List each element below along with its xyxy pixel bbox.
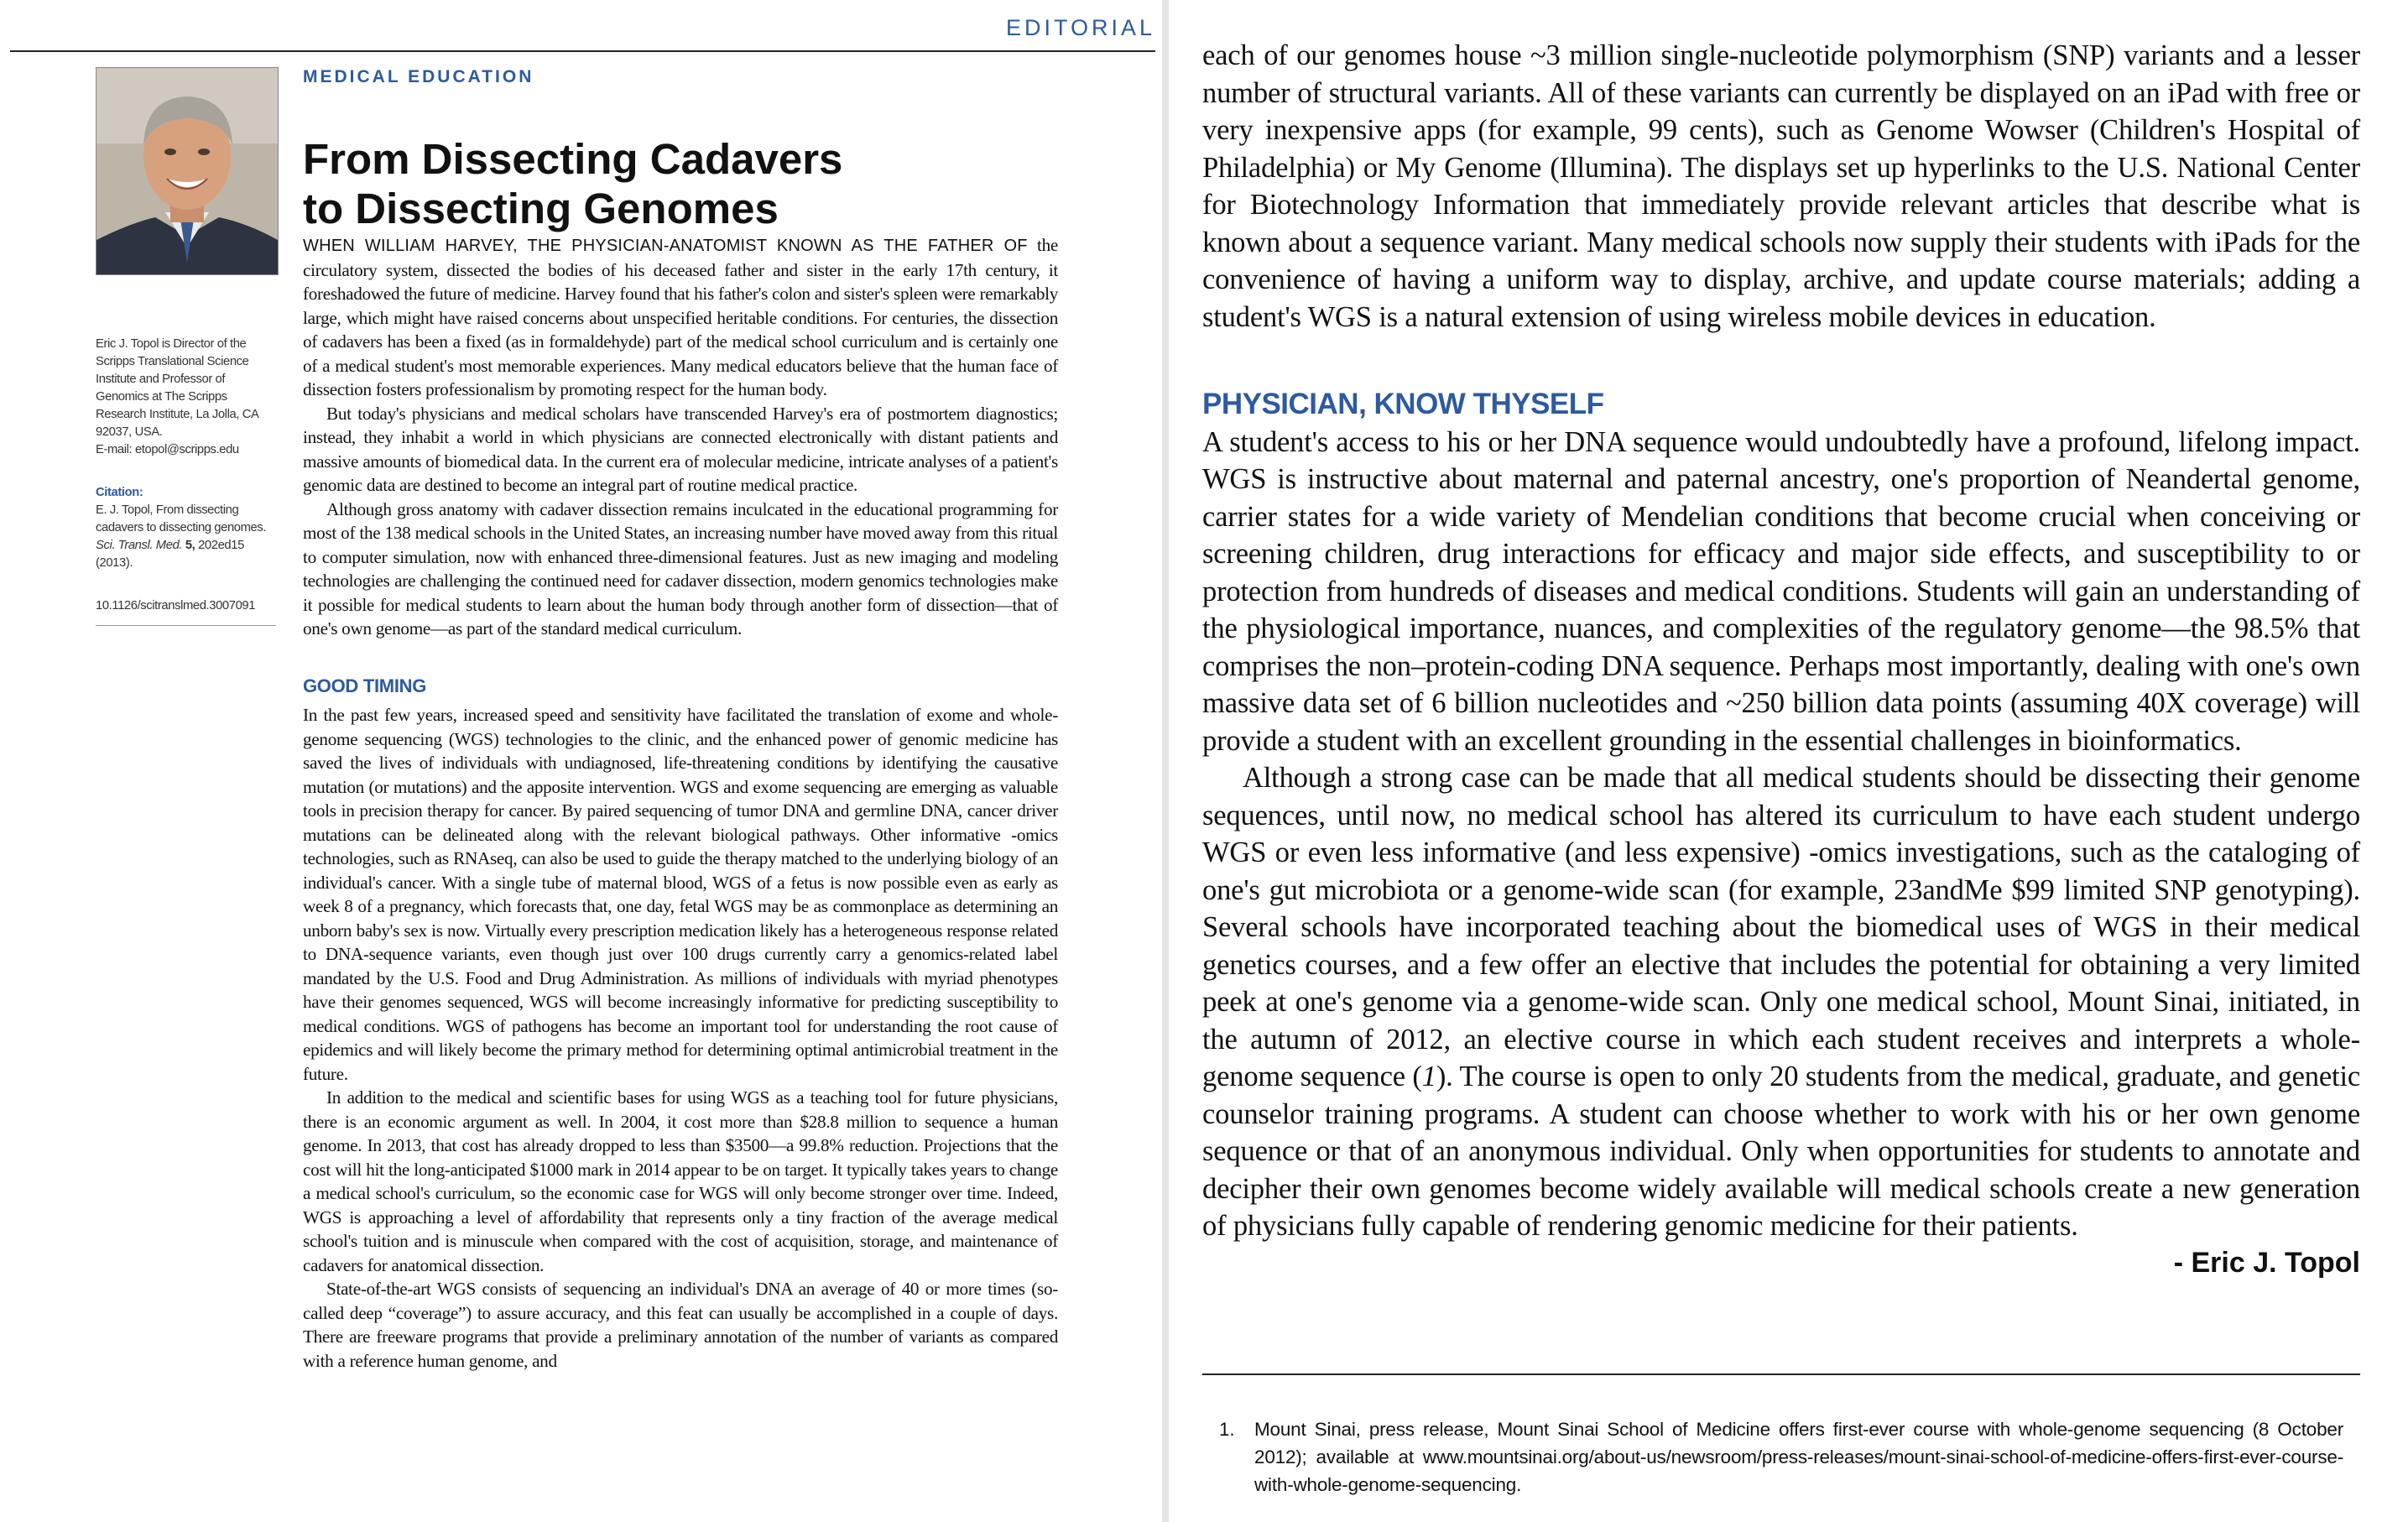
paragraph: In addition to the medical and scientific bases for using WGS as a teaching tool for future physicians, there is an economic argument as well. In 2004, it cost more than $28.8 million to sequence a human genome. In 2013, that cost has already dropped to less than $3500—a 99.8% reduction. Projections that the cost will hit the long-anticipated $1000 mark in 2014 appear to be on target. It typically takes years to change a medical school's curriculum, so the economic case for WGS will only become stronger over time. Indeed, WGS is approaching a level of affordability that represents only a tiny fraction of the average medical school's tuition and is minuscule when compared with the cost of acquisition, storage, and maintenance of cadavers for anatomical dissection. <box>303 1087 1058 1275</box>
kicker: MEDICAL EDUCATION <box>303 67 534 86</box>
sidebar-rule <box>96 625 276 626</box>
paragraph <box>303 233 1058 402</box>
citation-text <box>96 502 280 572</box>
doi: 10.1126/scitranslmed.3007091 <box>96 599 256 612</box>
paragraph-text: ). The course is open to only 20 students from the medical, graduate, and genetic counselor training programs. A student can choose whether to work with his or her own genome sequence or that of an anonymous individual. Only when opportunities for students to annotate and decipher their own genomes become widely available will medical schools create a new generation of physicians fully capable of rendering genomic medicine for their patients. <box>1202 1061 2360 1242</box>
footnote <box>1219 1415 2343 1499</box>
author-sidebar <box>96 67 280 626</box>
article-title <box>303 134 1058 233</box>
author-portrait-image <box>96 68 278 274</box>
right-body-text <box>1202 37 2360 1245</box>
section-heading-good-timing: GOOD TIMING <box>303 675 427 696</box>
paragraph: each of our genomes house ~3 million single-nucleotide polymorphism (SNP) variants and a lesser number of structural variants. All of these variants can currently be displayed on an iPad with free or very inexpensive apps (for example, 99 cents), such as Genome Wowser (Children's Hospital of Philadelphia) or My Genome (Illumina). The displays set up hyperlinks to the U.S. National Center for Biotechnology Information that immediately provide relevant articles that describe what is known about a sequence variant. Many medical schools now supply their students with iPads for the convenience of having a uniform way to display, archive, and update course materials; adding a student's WGS is a natural extension of using wireless mobile devices in education. <box>1202 39 2360 333</box>
author-bio <box>96 336 280 459</box>
paragraph: In the past few years, increased speed and sensitivity have facilitated the translation of exome and whole-genome sequencing (WGS) technologies to the clinic, and the enhanced power of genomic medicine has saved the lives of individuals with undiagnosed, life-threatening conditions by identifying the causative mutation (or mutations) and the apposite intervention. WGS and exome sequencing are emerging as valuable tools in precision therapy for cancer. By paired sequencing of tumor DNA and germline DNA, cancer driver mutations can be delineated along with the relevant biological pathways. Other informative -omics technologies, such as RNAseq, can also be used to guide the therapy matched to the underlying biology of an individual's cancer. With a single tube of maternal blood, WGS of a fetus is now possible even as early as week 8 of a pregnancy, which forecasts that, one day, fetal WGS may be as commonplace as determining an unborn baby's sex is now. Virtually every prescription medication likely has a heterogeneous response related to DNA-sequence variants, even though just over 100 drugs currently carry a genomics-related label mandated by the U.S. Food and Drug Administration. As millions of individuals with myriad phenotypes have their genomes sequenced, WGS will become increasingly informative for predicting susceptibility to medical conditions. WGS of pathogens has become an important tool for understanding the root cause of epidemics and will likely become the primary method for determining optimal antimicrobial treatment in the future. <box>303 705 1058 1084</box>
title-line-1: From Dissecting Cadavers <box>303 135 843 183</box>
author-photo <box>96 67 279 275</box>
author-signature: - Eric J. Topol <box>2173 1246 2360 1279</box>
author-bio-text: Eric J. Topol is Director of the Scripps Translational Science Institute and Professor of Genomics at The Scripps Research Institute, La Jolla, CA 92037, USA. <box>96 337 258 439</box>
section-heading-physician: PHYSICIAN, KNOW THYSELF <box>1202 388 1604 420</box>
citation-authors-title: E. J. Topol, From dissecting cadavers to dissecting genomes. <box>96 503 267 534</box>
left-main-column <box>303 67 1058 1373</box>
author-email: E-mail: etopol@scripps.edu <box>96 443 239 456</box>
paragraph: But today's physicians and medical scholars have transcended Harvey's era of postmortem diagnostics; instead, they inhabit a world in which physicians are connected electronically with distant patients and massive amounts of biomedical data. In the current era of molecular medicine, intricate analyses of a patient's genomic data are destined to become an integral part of routine medical practice. <box>303 403 1058 495</box>
footnote-text: Mount Sinai, press release, Mount Sinai School of Medicine offers first-ever course with whole-genome sequencing (8 October 2012); available at www.mountsinai.org/about-us/newsroom/press-releases/mount-sinai-school-of-medicine-offers-first-ever-course-with-whole-genome-sequencing. <box>1254 1419 2343 1495</box>
paragraph: A student's access to his or her DNA sequence would undoubtedly have a profound, lifelong impact. WGS is instructive about maternal and paternal ancestry, one's proportion of Neandertal genome, carrier states for a wide variety of Mendelian conditions that become crucial when conceiving or screening children, drug interactions for efficacy and major side effects, and susceptibility to or protection from hundreds of diseases and medical conditions. Students will gain an understanding of the physiological importance, nuances, and complexities of the regulatory genome—the 98.5% that comprises the non–protein-coding DNA sequence. Perhaps most importantly, dealing with one's own massive data set of 6 billion nucleotides and ~250 billion data points (assuming 40X coverage) will provide a student with an excellent grounding in the essential challenges in bioinformatics. <box>1202 425 2360 757</box>
citation-pages-year: 202ed15 (2013). <box>96 539 244 570</box>
paragraph-text: the circulatory system, dissected the bodies of his deceased father and sister in the early 17th century, it foreshadowed the future of medicine. Harvey found that his father's colon and sister's spleen were remarkably large, which might have raised concerns about unspecified heritable conditions. For centuries, the dissection of cadavers has been a fixed (as in formaldehyde) part of the medical school curriculum and is certainly one of a medical student's most memorable experiences. Many medical educators believe that the human face of dissection fosters professionalism by promoting respect for the human body. <box>303 235 1058 399</box>
paragraph <box>1202 759 2360 1245</box>
title-line-2: to Dissecting Genomes <box>303 185 779 232</box>
right-page <box>1169 0 2408 1522</box>
left-body-text <box>303 233 1058 1373</box>
header-rule <box>10 50 1155 52</box>
reference-marker: 1 <box>1421 1061 1436 1092</box>
citation-volume: 5, <box>185 539 195 552</box>
paragraph: Although gross anatomy with cadaver dissection remains inculcated in the educational programming for most of the 138 medical schools in the United States, an increasing number have moved away from this ritual to computer simulation, now with enhanced three-dimensional features. Just as new imaging and modeling technologies are challenging the continued need for cadaver dissection, modern genomics technologies make it possible for medical students to learn about the human body through another form of dissection—that of one's own genome—as part of the standard medical curriculum. <box>303 498 1058 639</box>
citation-heading: Citation: <box>96 486 143 499</box>
footnote-number: 1. <box>1219 1419 1235 1440</box>
left-page <box>0 0 1162 1522</box>
citation-journal: Sci. Transl. Med. <box>96 539 183 552</box>
paragraph: State-of-the-art WGS consists of sequencing an individual's DNA an average of 40 or more times (so-called deep “coverage”) to assure accuracy, and this feat can usually be accomplished in a couple of days. There are freeware programs that provide a preliminary annotation of the number of variants as compared with a reference human genome, and <box>303 1279 1058 1371</box>
paragraph-text: Although a strong case can be made that all medical students should be dissecting their genome sequences, until now, no medical school has altered its curriculum to have each student undergo WGS or even less informative (and less expensive) -omics investigations, such as the cataloging of one's gut microbiota or a genome-wide scan (for example, 23andMe $99 limited SNP genotyping). Several schools have incorporated teaching about the biomedical uses of WGS in their medical genetics courses, and a few offer an elective that includes the potential for obtaining a very limited peek at one's genome via a genome-wide scan. Only one medical school, Mount Sinai, initiated, in the autumn of 2012, an elective course in which each student receives and interprets a whole-genome sequence ( <box>1202 762 2360 1092</box>
right-main-column <box>1202 37 2360 1280</box>
footnote-rule <box>1202 1373 2360 1375</box>
section-label: EDITORIAL <box>1005 15 1155 40</box>
lead-in: WHEN WILLIAM HARVEY, THE PHYSICIAN-ANATOMIST KNOWN AS THE FATHER OF <box>303 237 1028 255</box>
